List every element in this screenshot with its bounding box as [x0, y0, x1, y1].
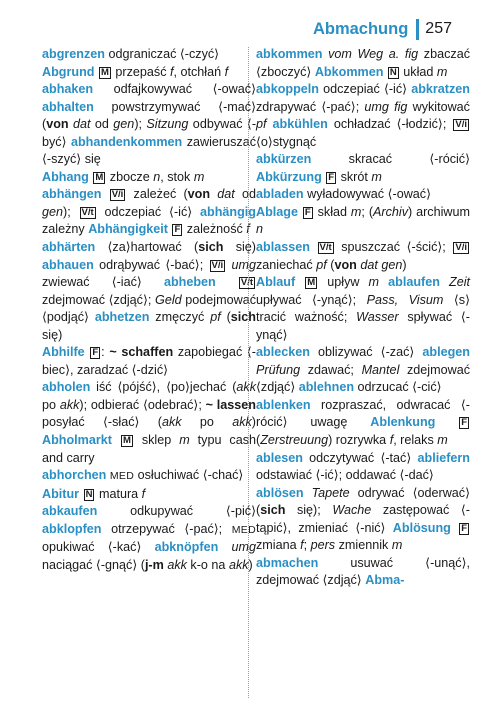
headword: abhalten — [42, 99, 94, 114]
left-column — [42, 46, 256, 574]
grammar-label: M — [307, 277, 316, 289]
entry-text: ); — [63, 204, 79, 219]
headword: abhaken — [42, 82, 94, 97]
entry-text: się); — [285, 503, 333, 518]
entry-text: ) rozrywka — [328, 433, 390, 448]
dictionary-entry — [256, 555, 470, 590]
entry-text: zawieruszać ⟨-szyć⟩ się — [42, 134, 257, 167]
dictionary-entry — [42, 239, 256, 344]
headword: abkoppeln — [256, 82, 319, 97]
headword: abhängig — [200, 204, 256, 219]
headword: abkürzen — [256, 152, 312, 167]
headword: abklopfen — [42, 521, 102, 536]
entry-text: po — [181, 415, 233, 430]
bold-phrase: ~ schaffen — [109, 345, 174, 360]
entry-text — [304, 486, 312, 500]
entry-text: matura — [95, 486, 142, 501]
dictionary-entry — [256, 239, 470, 274]
grammar-label: V/t — [240, 277, 253, 289]
headword: abmachen — [256, 555, 319, 570]
dictionary-entry — [42, 81, 256, 169]
entry-text: ) — [251, 415, 256, 430]
grammar-label: V/i — [111, 189, 124, 201]
entry-text — [218, 540, 231, 554]
italic-text: pf — [256, 117, 267, 132]
italic-text: dat gen — [360, 257, 403, 272]
entry-text: rozpraszać, odwracać ⟨-rócić⟩ uwagę — [256, 397, 470, 430]
entry-text — [295, 275, 304, 289]
italic-text: akk — [167, 557, 187, 572]
dictionary-entry — [42, 486, 256, 504]
dictionary-entry — [42, 64, 256, 82]
italic-text: m — [437, 433, 448, 448]
italic-text: umg — [231, 257, 256, 272]
headword: abkommen — [256, 47, 323, 61]
grammar-label: F — [328, 171, 335, 183]
grammar-label: N — [85, 488, 93, 500]
italic-text: Pass, Visum — [366, 292, 444, 307]
italic-text: Sitzung — [146, 117, 189, 132]
entry-text: odrywać ⟨oderwać⟩ ( — [256, 485, 471, 518]
entry-text: spływać ⟨-ynąć⟩ — [256, 310, 470, 342]
entry-text — [451, 521, 458, 535]
headword: abkühlen — [272, 117, 328, 132]
entry-text — [112, 433, 120, 447]
dictionary-entry — [256, 485, 470, 555]
dictionary-entry — [42, 344, 256, 379]
bold-phrase: ~ lassen — [205, 397, 256, 412]
entry-text: k-o na — [186, 557, 229, 572]
headword: Abhilfe — [42, 345, 85, 360]
entry-text: , relaks — [393, 433, 438, 448]
page-number: 257 — [425, 20, 452, 37]
italic-text: Geld — [155, 292, 182, 307]
entry-text: skład — [313, 204, 351, 219]
headword: Abhang — [42, 169, 89, 184]
headword: ablegen — [422, 345, 470, 360]
entry-text: przepaść — [111, 64, 170, 79]
headword: abkratzen — [411, 82, 470, 97]
entry-text: zastępować ⟨-tąpić⟩, zmieniać ⟨-nić⟩ — [256, 503, 470, 535]
entry-text: ) — [402, 257, 407, 272]
italic-text: dat — [217, 187, 235, 202]
headword: Ablage — [256, 204, 298, 219]
dictionary-entry — [42, 46, 256, 64]
headword: abholen — [42, 380, 91, 395]
headword: Abma- — [365, 573, 405, 588]
grammar-label: V/t — [81, 206, 94, 218]
italic-text: m — [368, 275, 380, 290]
bold-phrase: von — [46, 117, 69, 132]
dictionary-entry — [42, 503, 256, 574]
entry-text: od — [234, 187, 257, 202]
entry-text — [435, 415, 458, 429]
headword: ablassen — [256, 240, 310, 255]
entry-text: ; — [303, 538, 311, 553]
entry-text: zbaczać ⟨zboczyć⟩ — [256, 47, 471, 79]
italic-text: f — [224, 64, 229, 79]
entry-text: odczepiać ⟨-ić⟩ — [318, 82, 412, 97]
headword: abhärten — [42, 240, 96, 255]
headword: abgrenzen — [42, 47, 105, 61]
headword: abliefern — [417, 450, 470, 465]
entry-text — [322, 170, 326, 184]
entry-text: odrzucać ⟨-cić⟩ — [354, 380, 442, 395]
italic-text: m — [371, 169, 382, 184]
entry-text: ; ( — [361, 204, 374, 219]
entry-text: otrzepywać ⟨-pać⟩; — [101, 521, 232, 536]
guide-word: Abmachung — [312, 19, 409, 38]
headword: ablehnen — [298, 380, 355, 395]
entry-text: się) — [42, 327, 63, 342]
grammar-label: V/t — [319, 242, 332, 254]
entry-text: sklep — [133, 433, 180, 448]
dictionary-entry — [256, 186, 470, 204]
bold-phrase: von — [334, 257, 357, 272]
headword: abhauen — [42, 257, 94, 272]
grammar-label: M — [100, 66, 109, 78]
grammar-label: F — [461, 522, 467, 534]
entry-text: typu cash and carry — [42, 433, 257, 465]
entry-text: odczytywać ⟨-tać⟩ — [302, 450, 418, 465]
entry-text: ⟨s⟩tracić ważność; — [256, 292, 471, 325]
dictionary-entry — [42, 467, 256, 486]
headword: abkaufen — [42, 504, 98, 519]
entry-text — [298, 205, 302, 219]
italic-text: Wasser — [356, 310, 399, 325]
grammar-label: M — [122, 435, 131, 447]
italic-text: n — [153, 169, 161, 184]
headword: abknöpfen — [154, 540, 219, 555]
entry-text: opukiwać ⟨-kać⟩ — [42, 540, 155, 555]
entry-text — [79, 487, 83, 501]
grammar-label: F — [304, 206, 311, 218]
headword: ablesen — [256, 450, 303, 465]
entry-text: zwiewać ⟨-iać⟩ — [42, 275, 164, 290]
dictionary-entry — [256, 46, 470, 81]
entry-text: zaniechać — [256, 257, 317, 272]
entry-text — [379, 275, 388, 289]
entry-text: posyłać ⟨-słać⟩ ( — [42, 415, 162, 430]
italic-text: vom Weg a. fig — [328, 47, 419, 61]
headword: ablaufen — [388, 275, 440, 290]
entry-text: skrót — [337, 169, 372, 184]
headword: Abgrund — [42, 64, 95, 79]
entry-text: ); odbierać ⟨odebrać⟩; — [79, 397, 206, 412]
italic-text: Tapete — [311, 485, 350, 500]
dictionary-entry — [256, 397, 470, 450]
field-label: MED — [231, 523, 256, 536]
italic-text: f — [246, 222, 250, 237]
entry-text: powstrzymywać ⟨-mać⟩ ( — [42, 99, 256, 132]
dictionary-entry — [256, 344, 470, 397]
italic-text: f — [300, 538, 304, 553]
entry-text: zmiennik — [335, 538, 392, 553]
entry-text: ) archiwum — [408, 204, 470, 219]
italic-text: akk — [232, 415, 252, 430]
entry-text: odkupywać ⟨-pić⟩ — [97, 504, 256, 519]
grammar-label: N — [389, 66, 397, 78]
dictionary-entry — [42, 186, 256, 239]
italic-text: m — [350, 204, 362, 219]
entry-text: zależność — [183, 222, 247, 237]
headword: abhängen — [42, 187, 102, 202]
entry-text: się) — [223, 240, 256, 255]
entry-text: zbocze — [106, 169, 154, 184]
entry-text: odbywać ⟨-być⟩ — [42, 117, 257, 149]
entry-text: : — [101, 345, 110, 360]
italic-text: akk — [236, 380, 256, 395]
italic-text: pers — [310, 538, 336, 553]
italic-text: gen — [42, 204, 64, 219]
italic-text: umg fig — [364, 99, 408, 114]
italic-text: Zerstreuung — [260, 433, 329, 448]
headword: Abkommen — [314, 64, 384, 79]
entry-text: upływ — [318, 275, 369, 290]
italic-text: m — [391, 538, 403, 553]
entry-text: wykitować — [407, 99, 470, 114]
entry-text: skracać ⟨-rócić⟩ — [311, 152, 470, 167]
dictionary-entry — [256, 151, 470, 186]
headword: abhetzen — [94, 310, 150, 325]
entry-text: zdawać; — [300, 362, 362, 377]
italic-text: umg — [231, 540, 256, 555]
italic-text: akk — [59, 397, 80, 412]
bold-phrase: sich — [230, 310, 256, 325]
entry-text: ⟨o⟩stygnąć — [256, 134, 317, 149]
entry-text: ) — [248, 557, 253, 572]
headword: Abitur — [42, 486, 80, 501]
entry-text: ( — [256, 433, 261, 448]
entry-text: ochładzać ⟨-łodzić⟩; — [327, 117, 453, 132]
headword: Ablösung — [392, 520, 451, 535]
grammar-label: V/i — [455, 242, 468, 254]
dictionary-entry — [256, 81, 470, 151]
entry-text: spuszczać ⟨-ścić⟩; — [334, 240, 453, 255]
italic-text: m — [179, 433, 190, 448]
grammar-label: F — [92, 347, 99, 359]
entry-text: układ — [399, 64, 437, 79]
right-column — [256, 46, 470, 590]
entry-text — [94, 65, 98, 79]
italic-text: n — [256, 222, 264, 237]
entry-text: odrąbywać ⟨-bać⟩; — [93, 257, 209, 272]
entry-text: zdejmować ⟨zdjąć⟩ — [256, 362, 470, 395]
headword: Abkürzung — [256, 169, 322, 184]
headword: ablenken — [256, 397, 311, 412]
entry-text: zależny — [42, 222, 89, 237]
grammar-label: V/i — [211, 259, 224, 271]
headword: abhandenkommen — [70, 134, 183, 149]
dictionary-entry — [42, 379, 256, 467]
entry-text — [310, 240, 317, 254]
headword: abheben — [163, 275, 216, 290]
italic-text: gen — [113, 117, 135, 132]
entry-text: usuwać ⟨-unąć⟩, zdejmować ⟨zdjąć⟩ — [256, 555, 470, 588]
entry-text: zdrapywać ⟨-pać⟩; — [256, 99, 365, 114]
entry-text: naciągać ⟨-gnąć⟩ ( — [42, 557, 145, 572]
entry-text: odstawiać ⟨-ić⟩; oddawać ⟨-dać⟩ — [256, 468, 434, 483]
italic-text: dat — [72, 117, 91, 132]
entry-text: iść ⟨pójść⟩, ⟨po⟩jechać ( — [90, 380, 237, 395]
headword: Ablenkung — [370, 415, 436, 430]
field-label: MED — [109, 470, 135, 483]
bold-phrase: von — [187, 187, 211, 202]
entry-text: osłuchiwać ⟨-chać⟩ — [134, 468, 244, 483]
entry-text: zapobiegać ⟨-biec⟩, zaradzać ⟨-dzić⟩ — [42, 345, 257, 377]
headword: ablösen — [256, 485, 304, 500]
entry-text: ⟨za⟩hartować ( — [95, 240, 199, 255]
entry-text — [383, 65, 387, 79]
italic-text: f — [141, 486, 146, 501]
headword: Abholmarkt — [42, 433, 112, 448]
entry-text: ( — [220, 310, 231, 325]
entry-text — [101, 187, 108, 201]
entry-text: od — [90, 117, 114, 132]
entry-text: , stok — [160, 169, 194, 184]
italic-text: f — [389, 433, 394, 448]
entry-text — [440, 275, 449, 289]
grammar-label: F — [461, 417, 467, 429]
italic-text: akk — [228, 557, 249, 572]
entry-text: oblizywać ⟨-zać⟩ — [309, 345, 423, 360]
italic-text: Archiv — [373, 204, 409, 219]
headword: Ablauf — [256, 275, 296, 290]
dictionary-entry — [42, 169, 256, 187]
grammar-label: F — [174, 224, 181, 236]
header-bar — [416, 19, 419, 40]
italic-text: m — [436, 64, 448, 79]
entry-text — [89, 170, 93, 184]
italic-text: Prüfung — [256, 362, 301, 377]
entry-text: , otchłań — [173, 64, 225, 79]
headword: ablecken — [256, 345, 310, 360]
entry-text: po — [42, 397, 60, 412]
dictionary-entry — [256, 204, 470, 239]
italic-text: Wache — [332, 503, 372, 518]
entry-text: zależeć ( — [126, 187, 188, 202]
bold-phrase: sich — [260, 503, 286, 518]
entry-text — [168, 222, 172, 236]
headword: Abhängigkeit — [88, 222, 168, 237]
running-header — [313, 17, 452, 41]
grammar-label: M — [95, 171, 104, 183]
dictionary-entry — [256, 450, 470, 485]
grammar-label: V/i — [455, 119, 467, 131]
entry-text: wyładowywać ⟨-ować⟩ — [303, 187, 432, 202]
entry-text: odfajkowywać ⟨-ować⟩ — [93, 82, 256, 97]
headword: abhorchen — [42, 468, 107, 483]
italic-text: pf — [210, 310, 221, 325]
entry-text — [216, 275, 238, 289]
dictionary-entry — [256, 274, 470, 344]
italic-text: Zeit — [449, 275, 470, 290]
italic-text: m — [193, 169, 205, 184]
italic-text: akk — [161, 415, 182, 430]
entry-text: ); — [134, 117, 147, 132]
headword: abladen — [256, 187, 304, 202]
entry-text: zmiana — [256, 538, 301, 553]
entry-text: odgraniczać ⟨-czyć⟩ — [104, 47, 220, 61]
entry-text — [85, 345, 90, 359]
entry-text: upływać ⟨-ynąć⟩; — [256, 292, 367, 307]
column-divider — [248, 47, 249, 698]
bold-phrase: j-m — [144, 557, 164, 572]
italic-text: f — [170, 64, 174, 79]
entry-text: podejmować ⟨podjąć⟩ — [42, 292, 256, 325]
bold-phrase: sich — [198, 240, 224, 255]
italic-text: pf — [316, 257, 327, 272]
entry-text: zmęczyć — [149, 310, 211, 325]
entry-text: ( — [326, 257, 335, 272]
entry-text: zdejmować ⟨zdjąć⟩; — [42, 292, 156, 307]
entry-text: odczepiać ⟨-ić⟩ — [96, 204, 201, 219]
italic-text: Mantel — [361, 362, 400, 377]
